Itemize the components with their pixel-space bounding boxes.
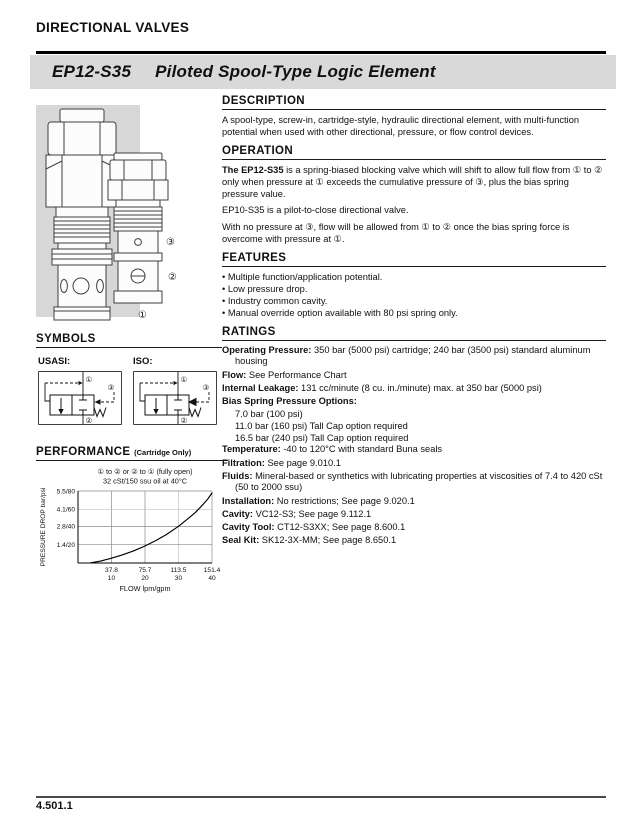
header-rule [36,51,606,54]
rating-row: Seal Kit: SK12-3X-MM; See page 8.650.1 [222,535,397,546]
operation-paragraph-text: is a spring-biased blocking valve which will shift to allow full flow from ① to ② only when pressure at ① exceeds the cumulative pressure of ③, plus the bias spring pressure value. [222,165,603,200]
rating-row: Cavity Tool: CT12-S3XX; See page 8.600.1 [222,522,406,533]
svg-text:113.5: 113.5 [170,567,187,574]
description-section [222,95,606,138]
rating-row: Temperature: -40 to 120°C with standard Buna seals [222,444,443,455]
svg-text:1.4/20: 1.4/20 [56,541,75,549]
operation-paragraph [222,164,606,200]
svg-text:③: ③ [107,383,115,392]
port-3-label: ③ [166,237,175,248]
performance-heading-text: PERFORMANCE [36,446,131,458]
svg-text:2.8/40: 2.8/40 [56,523,75,531]
svg-text:①: ① [85,375,93,384]
symbols-heading: SYMBOLS [36,333,222,348]
svg-text:①: ① [180,375,188,384]
page-number: 4.501.1 [36,800,73,812]
svg-text:32 cSt/150 ssu oil at 40°C: 32 cSt/150 ssu oil at 40°C [102,476,188,486]
product-model: EP12-S35 [52,62,132,81]
description-body: A spool-type, screw-in, cartridge-style, hydraulic directional element, with multi-function potential when used with other directional, pressure, or flow control devices. [222,115,580,138]
usasi-symbol-diagram [38,371,122,425]
features-heading: FEATURES [222,252,606,267]
ratings-list [222,345,606,547]
footer-rule [36,796,606,798]
rating-row: Cavity: VC12-S3; See page 9.112.1 [222,508,372,519]
ratings-heading: RATINGS [222,326,606,341]
svg-text:PRESSURE DROP bar/psi: PRESSURE DROP bar/psi [40,487,47,567]
rating-row: Installation: No restrictions; See page 9.020.1 [222,495,415,506]
right-column [222,95,606,554]
features-list [222,271,606,319]
operation-paragraph [222,221,606,245]
svg-text:5.5/80: 5.5/80 [56,488,75,496]
operation-paragraph [222,204,606,216]
svg-text:30: 30 [174,575,183,582]
svg-text:10: 10 [107,575,116,582]
features-section [222,252,606,319]
iso-symbol-diagram [133,371,217,425]
rating-row: Internal Leakage: 131 cc/minute (8 cu. in./minute) max. at 350 bar (5000 psi) [222,382,542,393]
svg-text:75.7: 75.7 [138,567,152,574]
svg-text:40: 40 [208,575,216,582]
port-1-label: ① [138,310,147,321]
performance-heading-suffix: (Cartridge Only) [134,448,192,457]
title-banner [30,55,616,89]
product-name: Piloted Spool-Type Logic Element [155,62,436,81]
rating-row: Operating Pressure: 350 bar (5000 psi) cartridge; 240 bar (3500 psi) standard aluminum housing [222,344,591,367]
operation-paragraph-text: With no pressure at ③, flow will be allowed from ① to ② once the bias spring force is overcome with pressure at ①. [222,221,570,244]
symbols-section [36,333,222,430]
performance-heading [36,446,228,461]
rating-row: Flow: See Performance Chart [222,369,347,380]
operation-heading: OPERATION [222,145,606,160]
rating-row: Fluids: Mineral-based or synthetics with lubricating properties at viscosities of 7.4 to 420 cSt (50 to 2000 ssu) [222,470,603,493]
feature-item: • Multiple function/application potential. [222,271,383,282]
ratings-section [222,326,606,547]
feature-item: • Manual override option available with 80 psi spring only. [222,307,458,318]
svg-text:① to ② or ② to ① (fully open): ① to ② or ② to ① (fully open) [97,467,193,476]
svg-text:37.8: 37.8 [105,567,118,574]
rating-sub-row: 16.5 bar (240 psi) Tall Cap option required [235,432,409,443]
valve-illustration [26,95,218,347]
performance-chart [36,465,228,617]
operation-section [222,145,606,245]
rating-sub-row: 7.0 bar (100 psi) [235,409,303,420]
operation-paragraph-text: EP10-S35 is a pilot-to-close directional valve. [222,205,409,216]
usasi-label: USASI: [38,356,71,367]
description-heading: DESCRIPTION [222,95,606,110]
iso-label: ISO: [133,356,153,367]
rating-row: Filtration: See page 9.010.1 [222,457,341,468]
svg-text:③: ③ [202,383,210,392]
operation-bold-lead: The EP12-S35 [222,165,284,176]
svg-text:②: ② [85,416,93,425]
rating-row: Bias Spring Pressure Options: [222,396,357,407]
page-category-header: DIRECTIONAL VALVES [36,20,190,35]
svg-text:FLOW lpm/gpm: FLOW lpm/gpm [119,584,171,593]
rating-sub-row: 11.0 bar (160 psi) Tall Cap option required [235,420,408,431]
port-2-label: ② [168,272,177,283]
feature-item: • Low pressure drop. [222,283,308,294]
performance-section [36,446,228,617]
svg-text:②: ② [180,416,188,425]
svg-text:20: 20 [141,575,149,582]
svg-text:4.1/60: 4.1/60 [56,506,75,514]
feature-item: • Industry common cavity. [222,295,328,306]
svg-text:151.4: 151.4 [203,567,221,574]
